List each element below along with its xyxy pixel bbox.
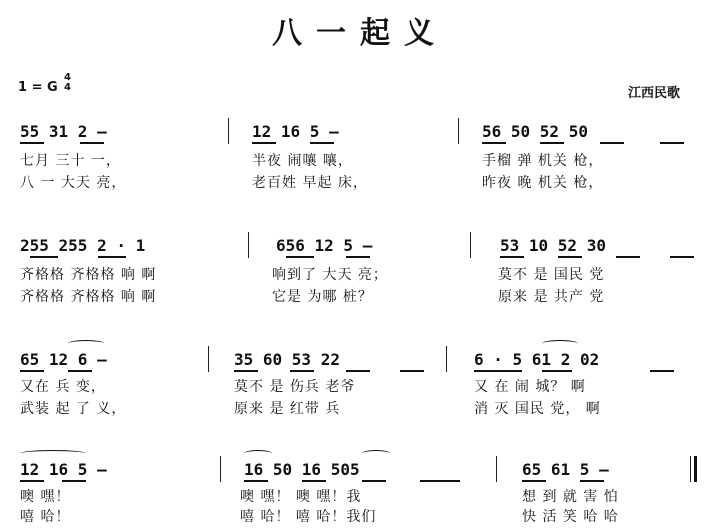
slur-mark bbox=[68, 340, 104, 347]
key-signature: 1 = G bbox=[18, 80, 58, 95]
bar-line bbox=[228, 118, 229, 144]
underline-beam bbox=[482, 142, 506, 144]
underline-beam bbox=[346, 256, 370, 258]
bar-line bbox=[458, 118, 459, 144]
underline-beam bbox=[80, 142, 104, 144]
lyric-verse-2: 快 活 笑 哈 哈 bbox=[522, 509, 619, 525]
lyric-verse-2: 嘻 哈！ 嘻 哈！我们 bbox=[240, 509, 377, 525]
bar-line bbox=[248, 232, 249, 258]
underline-beam bbox=[302, 480, 326, 482]
bar-line bbox=[470, 232, 471, 258]
lyric-verse-1: 七月 三十 一， bbox=[20, 153, 121, 169]
underline-beam bbox=[244, 480, 268, 482]
time-signature bbox=[64, 73, 71, 93]
underline-beam bbox=[400, 370, 424, 372]
underline-beam bbox=[474, 370, 522, 372]
lyric-verse-1: 莫不 是 伤兵 老爷 bbox=[234, 379, 356, 395]
measure-notes: 53 10 52 30 bbox=[500, 236, 606, 255]
lyric-verse-1: 噢 嘿！ 噢 嘿！我 bbox=[240, 489, 362, 505]
underline-beam bbox=[290, 370, 314, 372]
lyric-verse-2: 嘻 哈！ bbox=[20, 509, 71, 525]
lyric-verse-1: 半夜 闹嚷 嚷， bbox=[252, 153, 353, 169]
slur-mark bbox=[244, 450, 272, 457]
lyric-verse-2: 八 一 大天 亮， bbox=[20, 175, 127, 191]
lyric-verse-2: 武装 起 了 义， bbox=[20, 401, 127, 417]
bar-line bbox=[208, 346, 209, 372]
measure-notes: 12 16 5 – bbox=[252, 122, 339, 141]
measure-notes: 656 12 5 – bbox=[276, 236, 373, 255]
lyric-verse-1: 又在 兵 变， bbox=[20, 379, 106, 395]
underline-beam bbox=[580, 480, 604, 482]
lyric-verse-2: 齐格格 齐格格 响 啊 bbox=[20, 289, 157, 305]
bar-line bbox=[496, 456, 497, 482]
slur-mark bbox=[362, 450, 390, 457]
underline-beam bbox=[98, 256, 126, 258]
lyric-verse-2: 昨夜 晚 机关 枪， bbox=[482, 175, 604, 191]
final-bar-thick bbox=[694, 456, 697, 482]
underline-beam bbox=[20, 142, 44, 144]
measure-notes: 55 31 2 – bbox=[20, 122, 107, 141]
underline-beam bbox=[670, 256, 694, 258]
measure-notes: 255 255 2 · 1 bbox=[20, 236, 146, 255]
lyric-verse-2: 消 灭 国民 党， 啊 bbox=[474, 401, 601, 417]
underline-beam bbox=[346, 370, 370, 372]
underline-beam bbox=[310, 142, 334, 144]
lyric-verse-2: 原来 是 共产 党 bbox=[498, 289, 605, 305]
underline-beam bbox=[558, 256, 582, 258]
underline-beam bbox=[542, 370, 572, 372]
measure-notes: 12 16 5 – bbox=[20, 460, 107, 479]
final-bar-thin bbox=[690, 456, 691, 482]
lyric-verse-2: 老百姓 早起 床， bbox=[252, 175, 368, 191]
measure-notes: 65 12 6 – bbox=[20, 350, 107, 369]
underline-beam bbox=[420, 480, 460, 482]
lyric-verse-2: 它是 为哪 桩？ bbox=[272, 289, 373, 305]
underline-beam bbox=[20, 480, 44, 482]
underline-beam bbox=[540, 142, 564, 144]
measure-notes: 56 50 52 50 bbox=[482, 122, 588, 141]
lyric-verse-1: 又 在 闹 城？ 啊 bbox=[474, 379, 586, 395]
slur-mark bbox=[542, 340, 578, 347]
measure-notes: 16 50 16 505 bbox=[244, 460, 360, 479]
lyric-verse-1: 噢 嘿！ bbox=[20, 489, 71, 505]
lyric-verse-2: 原来 是 红带 兵 bbox=[234, 401, 341, 417]
underline-beam bbox=[62, 480, 86, 482]
meter-bottom: 4 bbox=[64, 82, 71, 93]
slur-mark bbox=[20, 450, 86, 457]
meter-top: 4 bbox=[64, 72, 71, 83]
lyric-verse-1: 想 到 就 害 怕 bbox=[522, 489, 619, 505]
underline-beam bbox=[234, 370, 258, 372]
genre-label: 江西民歌 bbox=[628, 86, 681, 101]
underline-beam bbox=[286, 256, 314, 258]
underline-beam bbox=[362, 480, 386, 482]
underline-beam bbox=[650, 370, 674, 372]
underline-beam bbox=[500, 256, 524, 258]
underline-beam bbox=[252, 142, 276, 144]
lyric-verse-1: 响到了 大天 亮； bbox=[272, 267, 388, 283]
lyric-verse-1: 莫不 是 国民 党 bbox=[498, 267, 605, 283]
underline-beam bbox=[20, 370, 44, 372]
underline-beam bbox=[30, 256, 58, 258]
measure-notes: 65 61 5 – bbox=[522, 460, 609, 479]
underline-beam bbox=[660, 142, 684, 144]
underline-beam bbox=[616, 256, 640, 258]
measure-notes: 35 60 53 22 bbox=[234, 350, 340, 369]
underline-beam bbox=[600, 142, 624, 144]
song-title: 八一起义 bbox=[272, 16, 448, 51]
measure-notes: 6 · 5 61 2 02 bbox=[474, 350, 600, 369]
bar-line bbox=[446, 346, 447, 372]
underline-beam bbox=[68, 370, 92, 372]
lyric-verse-1: 手榴 弹 机关 枪， bbox=[482, 153, 604, 169]
bar-line bbox=[220, 456, 221, 482]
lyric-verse-1: 齐格格 齐格格 响 啊 bbox=[20, 267, 157, 283]
underline-beam bbox=[522, 480, 546, 482]
